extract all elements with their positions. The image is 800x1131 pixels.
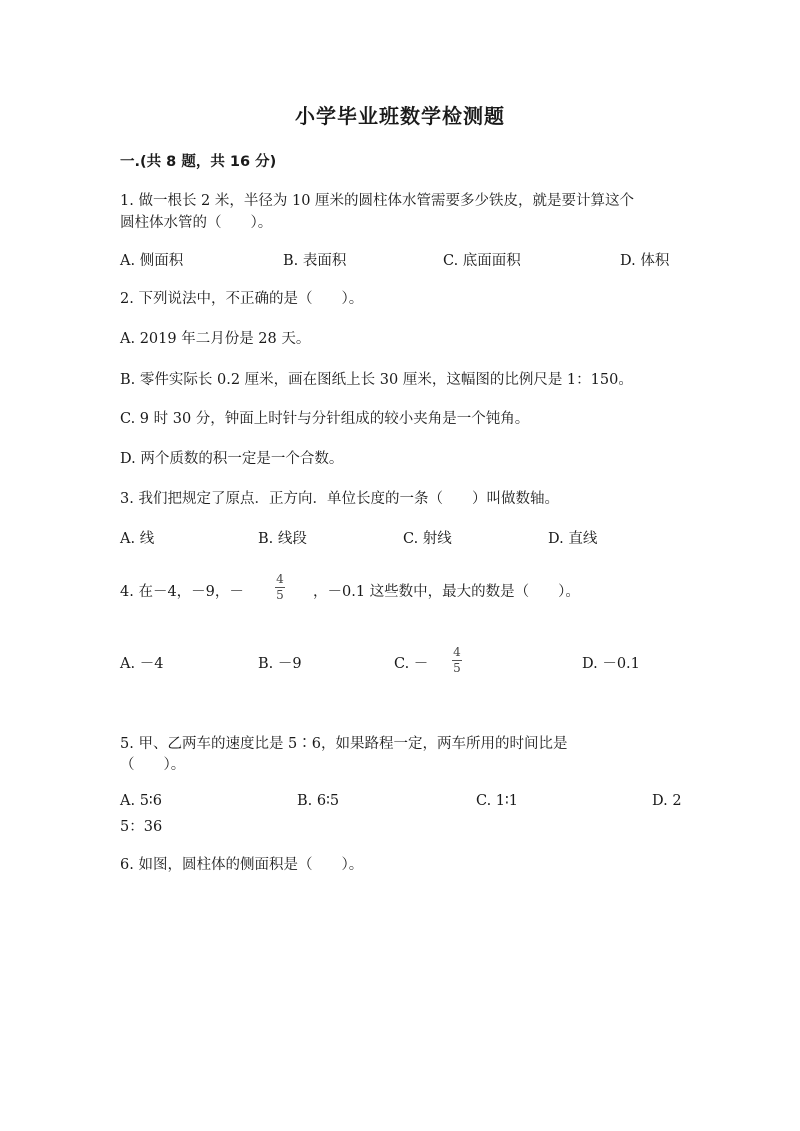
q6-stem: 6. 如图，圆柱体的侧面积是（ ）。 (120, 857, 364, 873)
q3-stem: 3. 我们把规定了原点．正方向．单位长度的一条（ ）叫做数轴。 (120, 491, 559, 507)
section-header: 一.(共 8 题，共 16 分) (120, 154, 277, 170)
q3-option-b: B. 线段 (258, 531, 307, 547)
q1-option-d: D. 体积 (620, 253, 670, 269)
q4-option-c-denominator: 5 (453, 661, 461, 675)
q4-option-c-numerator: 4 (453, 645, 461, 659)
q2-stem: 2. 下列说法中，不正确的是（ ）。 (120, 291, 364, 307)
q5-option-d-wrap: 5：36 (120, 819, 163, 835)
q5-option-b: B. 6∶5 (297, 793, 340, 809)
q3-option-d: D. 直线 (548, 531, 598, 547)
q4-option-d: D. －0.1 (582, 656, 640, 672)
q4-stem-part1: 4. 在－4，－9，－ (120, 584, 244, 600)
q1-option-c: C. 底面面积 (443, 253, 521, 269)
q4-fraction-denominator: 5 (276, 588, 284, 602)
q3-option-a: A. 线 (120, 531, 155, 547)
q4-option-c: C. － (394, 656, 429, 672)
q4-stem-part2: ，－0.1 这些数中，最大的数是（ ）。 (313, 584, 580, 600)
q3-option-c: C. 射线 (403, 531, 452, 547)
q1-option-b: B. 表面积 (283, 253, 347, 269)
q2-option-d: D. 两个质数的积一定是一个合数。 (120, 451, 344, 467)
q4-option-b: B. －9 (258, 656, 302, 672)
q5-option-c: C. 1∶1 (476, 793, 519, 809)
q5-option-d: D. 2 (652, 793, 682, 809)
q4-fraction-numerator: 4 (276, 572, 284, 586)
q4-fraction (275, 573, 285, 602)
q5-option-a: A. 5∶6 (120, 793, 162, 809)
q1-option-a: A. 侧面积 (120, 253, 184, 269)
q4-option-c-fraction (452, 646, 462, 675)
q1-stem-line1: 1. 做一根长 2 米，半径为 10 厘米的圆柱体水管需要多少铁皮，就是要计算这个 (120, 193, 635, 209)
q4-option-a: A. －4 (120, 656, 164, 672)
q5-stem-line2: （ ）。 (120, 757, 186, 773)
q2-option-b: B. 零件实际长 0.2 厘米，画在图纸上长 30 厘米，这幅图的比例尺是 1：150。 (120, 372, 633, 388)
q2-option-a: A. 2019 年二月份是 28 天。 (120, 331, 311, 347)
page-title: 小学毕业班数学检测题 (295, 104, 505, 128)
q5-stem-line1: 5. 甲、乙两车的速度比是 5∶6，如果路程一定，两车所用的时间比是 (120, 736, 568, 752)
q1-stem-line2: 圆柱体水管的（ ）。 (120, 215, 273, 231)
q2-option-c: C. 9 时 30 分，钟面上时针与分针组成的较小夹角是一个钝角。 (120, 411, 530, 427)
